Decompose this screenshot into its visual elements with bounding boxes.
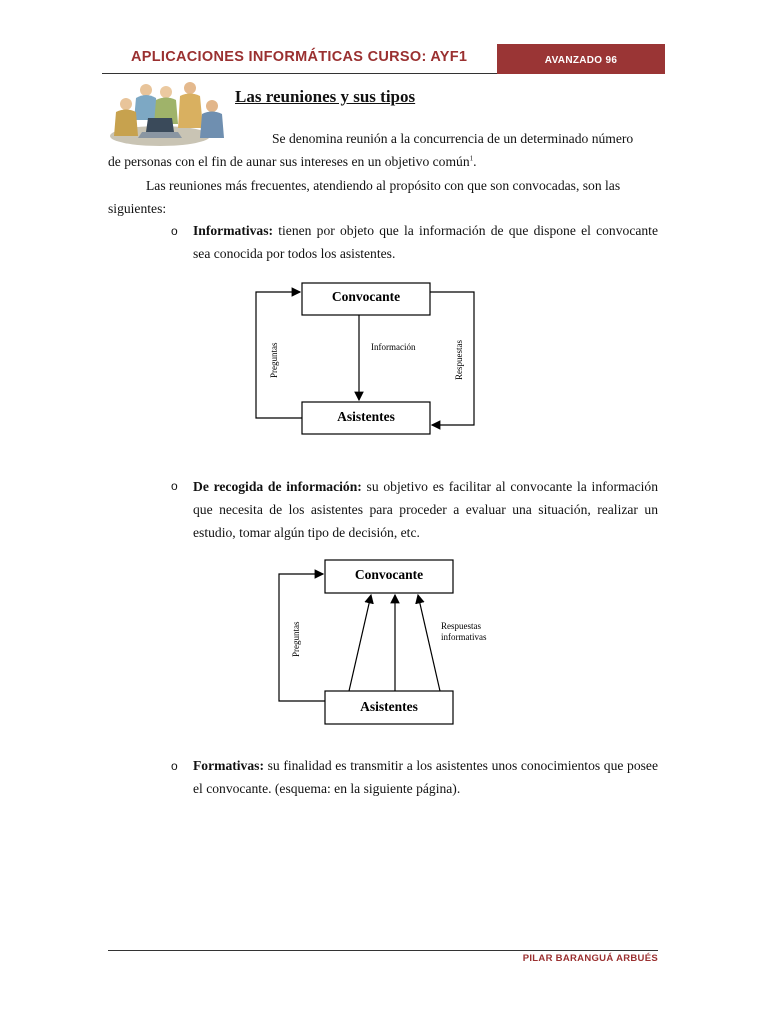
item-text: su objetivo es facilitar al convocante la información que necesita de los asistentes para proceder a evaluar una situación, realizar un estudio, tomar algún tipo de decisión, etc.: [193, 479, 658, 540]
label-respuestas: Respuestas: [454, 340, 464, 380]
box-convocante-label: Convocante: [354, 567, 424, 582]
frequent-line-2: siguientes:: [108, 201, 167, 216]
item-term: Informativas:: [193, 223, 274, 238]
item-text: su finalidad es transmitir a los asistentes unos conocimientos que posee el convocante. (esquema: en la siguiente página).: [193, 758, 658, 796]
bullet-marker: o: [171, 479, 178, 493]
footnote-ref: 1: [469, 154, 474, 163]
arrow-respuesta-right: [418, 595, 440, 691]
intro-end: .: [473, 154, 477, 169]
frequent-line-1: Las reuniones más frecuentes, atendiendo al propósito con que son convocadas, son las: [146, 178, 621, 193]
box-asistentes-label: Asistentes: [337, 409, 395, 424]
bullet-marker: o: [171, 224, 178, 238]
footer-author: PILAR BARANGUÁ ARBUÉS: [522, 953, 658, 964]
bullet-marker: o: [171, 759, 178, 773]
intro-line-2: [108, 150, 658, 173]
diagram-recogida: [270, 558, 510, 728]
header-title: APLICACIONES INFORMÁTICAS CURSO: AYF1: [131, 49, 468, 65]
label-preguntas: Preguntas: [291, 621, 301, 657]
label-respuestas: Respuestas: [441, 621, 481, 631]
intro-line-1: Se denomina reunión a la concurrencia de un determinado número: [272, 131, 634, 146]
list-item-informativas: [193, 219, 658, 265]
arrow-respuestas: [430, 292, 474, 425]
list-item-formativas: [193, 754, 658, 800]
footer-divider: [108, 950, 658, 951]
arrow-preguntas: [256, 292, 302, 418]
arrow-preguntas: [279, 574, 325, 701]
box-asistentes-label: Asistentes: [360, 699, 418, 714]
arrow-respuesta-left: [349, 595, 371, 691]
header-divider: [102, 73, 498, 74]
label-informativas: informativas: [441, 632, 487, 642]
item-term: De recogida de información:: [193, 479, 362, 494]
label-preguntas: Preguntas: [269, 342, 279, 378]
intro-text: de personas con el fin de aunar sus intereses en un objetivo común: [108, 154, 470, 169]
meeting-people-illustration: [108, 78, 230, 148]
page-title: Las reuniones y sus tipos: [235, 87, 416, 106]
diagram-informativas: [250, 280, 480, 440]
list-item-recogida: [193, 475, 658, 544]
box-convocante-label: Convocante: [331, 289, 401, 304]
item-term: Formativas:: [193, 758, 264, 773]
header-badge: AVANZADO 96: [497, 44, 665, 74]
label-informacion: Información: [371, 342, 416, 352]
item-text: tienen por objeto que la información de que dispone el convocante sea conocida por todos los asistentes.: [193, 223, 658, 261]
